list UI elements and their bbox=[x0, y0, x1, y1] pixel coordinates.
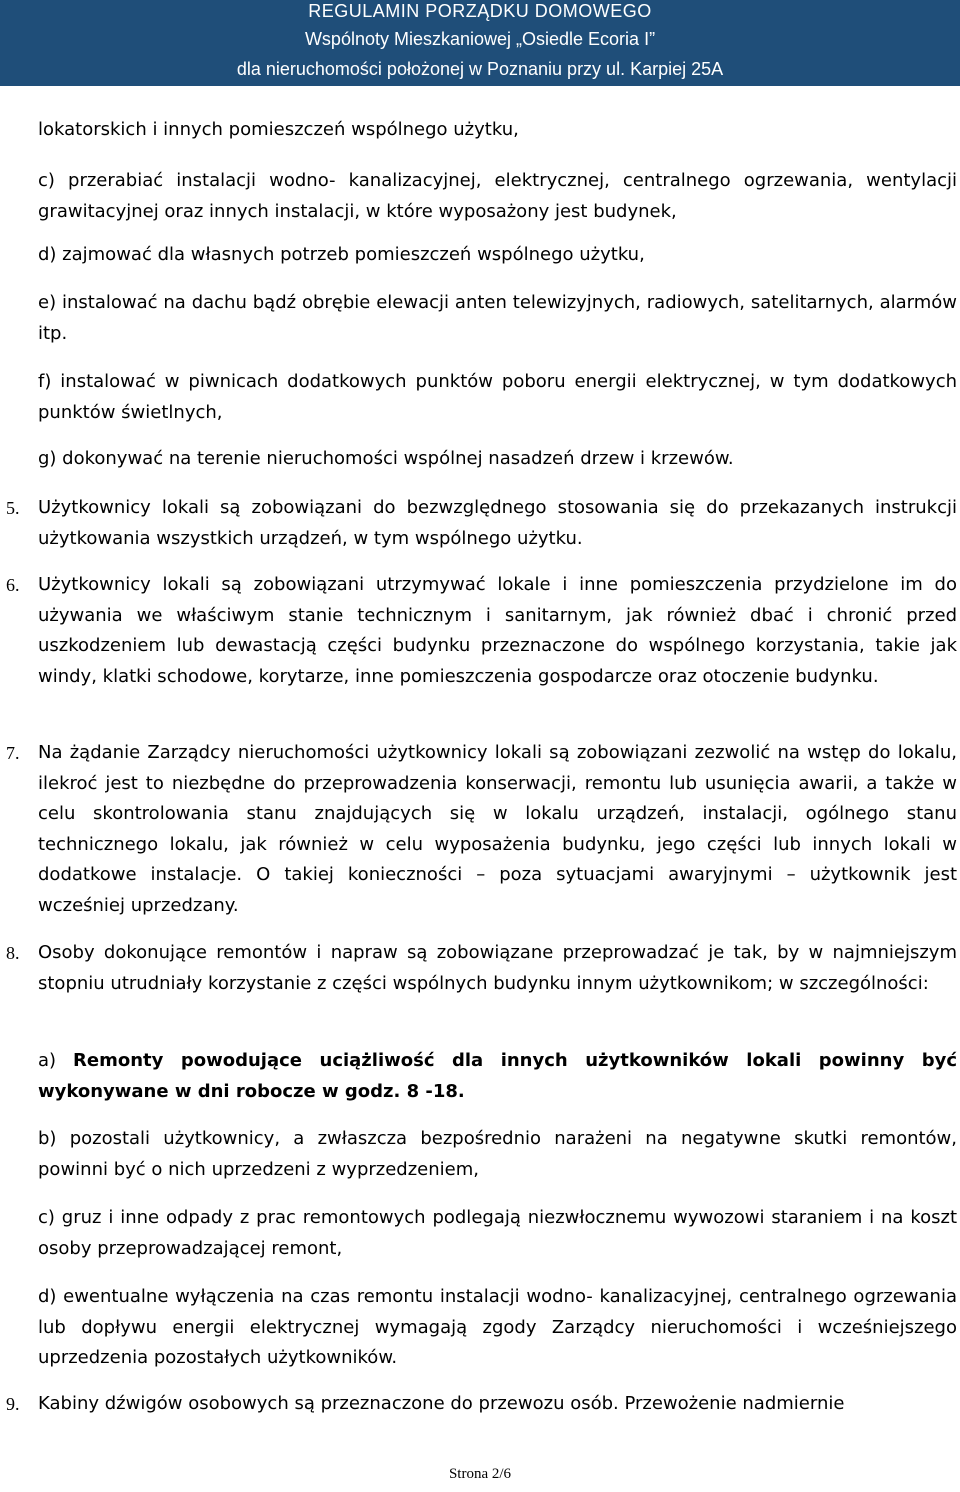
section-number-7: 7. bbox=[6, 743, 20, 763]
list-item-8d: d) ewentualne wyłączenia na czas remontu instalacji wodno- kanalizacyjnej, centralnego ogrzewania lub dopływu energii elektrycznej wymagają zgody Zarządcy nieruchomości i wcześniejszego uprzedzenia pozostałych użytkowników. bbox=[38, 1286, 957, 1368]
list-item-g: g) dokonywać na terenie nieruchomości wspólnej nasadzeń drzew i krzewów. bbox=[38, 448, 734, 469]
list-item-d: d) zajmować dla własnych potrzeb pomieszczeń wspólnego użytku, bbox=[38, 244, 645, 265]
section-5: Użytkownicy lokali są zobowiązani do bezwzględnego stosowania się do przekazanych instrukcji użytkowania wszystkich urządzeń, w tym wspólnego użytku. bbox=[38, 497, 957, 549]
list-item-8a-prefix: a) bbox=[38, 1050, 74, 1071]
list-item-f: f) instalować w piwnicach dodatkowych punktów poboru energii elektrycznej, w tym dodatkowych punktów świetlnych, bbox=[38, 371, 957, 423]
list-item-8c: c) gruz i inne odpady z prac remontowych podlegają niezwłocznemu wywozowi staraniem i na koszt osoby przeprowadzającej remont, bbox=[38, 1207, 957, 1259]
section-6: Użytkownicy lokali są zobowiązani utrzymywać lokale i inne pomieszczenia przydzielone im do używania we właściwym stanie technicznym i sanitarnym, jak również dbać i chronić przed uszkodzeniem lub dewastacją części budynku przeznaczone do wspólnego korzystania, takie jak windy, klatki schodowe, korytarze, inne pomieszczenia gospodarcze oraz otoczenie budynku. bbox=[38, 574, 957, 687]
page-number: Strona 2/6 bbox=[448, 1466, 512, 1482]
section-number-5: 5. bbox=[6, 498, 20, 518]
list-item-8b: b) pozostali użytkownicy, a zwłaszcza bezpośrednio narażeni na negatywne skutki remontów, powinni być o nich uprzedzeni z wyprzedzeniem, bbox=[38, 1128, 957, 1180]
section-number-9: 9. bbox=[6, 1394, 20, 1414]
section-7: Na żądanie Zarządcy nieruchomości użytkownicy lokali są zobowiązani zezwolić na wstęp do lokalu, ilekroć jest to niezbędne do przeprowadzenia konserwacji, remontu lub usunięcia awarii, a także w celu skontrolowania stanu znajdujących się w lokalu urządzeń, instalacji, ogólnego stanu technicznego lokalu, jak również w celu wyposażenia budynku, jego części lub innych lokali w dodatkowe instalacje. O takiej konieczności – poza sytuacjami awaryjnymi – użytkownik jest wcześniej uprzedzany. bbox=[38, 742, 957, 916]
header-community: Wspólnoty Mieszkaniowej „Osiedle Ecoria I” bbox=[304, 29, 656, 49]
list-item-8a-bold: Remonty powodujące uciążliwość dla innych użytkowników lokali powinny być wykonywane w dni robocze w godz. 8 -18. bbox=[38, 1050, 957, 1102]
section-9: Kabiny dźwigów osobowych są przeznaczone do przewozu osób. Przewożenie nadmiernie bbox=[38, 1393, 845, 1414]
section-number-6: 6. bbox=[6, 575, 20, 595]
paragraph-continuation: lokatorskich i innych pomieszczeń wspólnego użytku, bbox=[38, 119, 519, 140]
section-8: Osoby dokonujące remontów i napraw są zobowiązane przeprowadzać je tak, by w najmniejszym stopniu utrudniały korzystanie z części wspólnych budynku innym użytkownikom; w szczególności: bbox=[38, 942, 957, 994]
list-item-c: c) przerabiać instalacji wodno- kanalizacyjnej, elektrycznej, centralnego ogrzewania, wentylacji grawitacyjnej oraz innych instalacji, w które wyposażony jest budynek, bbox=[38, 170, 957, 222]
list-item-e: e) instalować na dachu bądź obrębie elewacji anten telewizyjnych, radiowych, satelitarnych, alarmów itp. bbox=[38, 292, 957, 344]
page-header bbox=[0, 0, 960, 86]
header-address: dla nieruchomości położonej w Poznaniu przy ul. Karpiej 25A bbox=[236, 59, 724, 79]
list-item-8a bbox=[38, 1046, 957, 1107]
section-number-8: 8. bbox=[6, 943, 20, 963]
header-title: REGULAMIN PORZĄDKU DOMOWEGO bbox=[308, 1, 652, 21]
